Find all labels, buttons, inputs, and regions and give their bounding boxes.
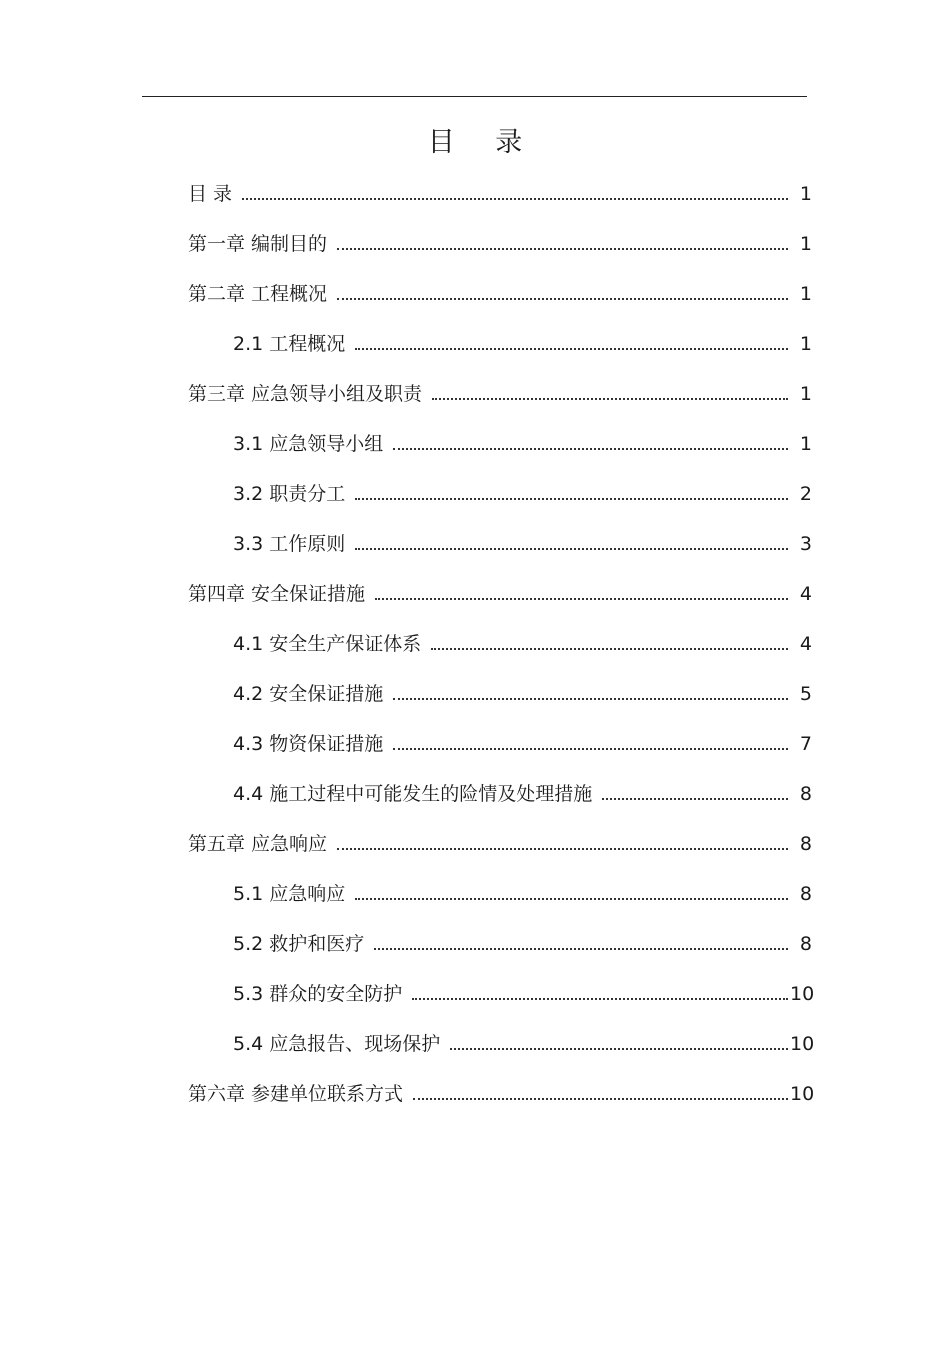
toc-entry-page-number: 7 bbox=[799, 733, 812, 755]
toc-dot-leader bbox=[431, 647, 788, 650]
toc-dot-leader bbox=[375, 597, 788, 600]
toc-entry[interactable] bbox=[188, 228, 812, 256]
toc-entry-title: 5.1 应急响应 bbox=[233, 883, 346, 905]
toc-dot-leader bbox=[355, 347, 788, 350]
toc-entry[interactable] bbox=[233, 928, 812, 956]
toc-dot-leader bbox=[412, 997, 788, 1000]
toc-entry[interactable] bbox=[233, 978, 815, 1006]
toc-dot-leader bbox=[374, 947, 788, 950]
toc-dot-leader bbox=[337, 297, 788, 300]
toc-entry[interactable] bbox=[233, 878, 812, 906]
toc-entry-title: 第五章 应急响应 bbox=[188, 833, 328, 855]
toc-dot-leader bbox=[355, 497, 788, 500]
toc-entry-title: 4.2 安全保证措施 bbox=[233, 683, 384, 705]
toc-entry-title: 5.2 救护和医疗 bbox=[233, 933, 365, 955]
toc-entry-title: 第一章 编制目的 bbox=[188, 233, 328, 255]
toc-dot-leader bbox=[242, 197, 788, 200]
toc-entry[interactable] bbox=[233, 428, 812, 456]
toc-entry[interactable] bbox=[233, 528, 812, 556]
toc-entry[interactable] bbox=[188, 578, 812, 606]
toc-entry-title: 第三章 应急领导小组及职责 bbox=[188, 383, 423, 405]
toc-entry-page-number: 1 bbox=[799, 233, 812, 255]
toc-entry-page-number: 8 bbox=[799, 783, 812, 805]
toc-entry-page-number: 1 bbox=[799, 333, 812, 355]
toc-dot-leader bbox=[450, 1047, 788, 1050]
toc-entry-page-number: 1 bbox=[799, 383, 812, 405]
toc-entry-title: 第四章 安全保证措施 bbox=[188, 583, 366, 605]
toc-entry-page-number: 8 bbox=[799, 933, 812, 955]
toc-entry-title: 4.3 物资保证措施 bbox=[233, 733, 384, 755]
toc-entry[interactable] bbox=[188, 1078, 815, 1106]
toc-dot-leader bbox=[602, 797, 788, 800]
toc-entry-title: 3.2 职责分工 bbox=[233, 483, 346, 505]
toc-dot-leader bbox=[393, 747, 788, 750]
toc-entry[interactable] bbox=[233, 1028, 815, 1056]
toc-entry-page-number: 8 bbox=[799, 833, 812, 855]
toc-dot-leader bbox=[393, 447, 788, 450]
toc-entry[interactable] bbox=[188, 278, 812, 306]
toc-entry[interactable] bbox=[233, 778, 812, 806]
toc-entry-title: 4.1 安全生产保证体系 bbox=[233, 633, 422, 655]
toc-dot-leader bbox=[432, 397, 788, 400]
toc-entry-title: 目 录 bbox=[188, 183, 233, 205]
toc-dot-leader bbox=[337, 247, 788, 250]
toc-entry-page-number: 4 bbox=[799, 633, 812, 655]
toc-entry-title: 4.4 施工过程中可能发生的险情及处理措施 bbox=[233, 783, 593, 805]
toc-entry[interactable] bbox=[188, 178, 812, 206]
toc-entry-page-number: 8 bbox=[799, 883, 812, 905]
toc-entry[interactable] bbox=[233, 478, 812, 506]
toc-entry-title: 第六章 参建单位联系方式 bbox=[188, 1083, 404, 1105]
toc-dot-leader bbox=[337, 847, 788, 850]
toc-entry[interactable] bbox=[233, 678, 812, 706]
toc-entry-page-number: 4 bbox=[799, 583, 812, 605]
toc-entry-page-number: 2 bbox=[799, 483, 812, 505]
toc-entry-page-number: 10 bbox=[790, 1083, 815, 1105]
toc-dot-leader bbox=[355, 897, 788, 900]
toc-entry[interactable] bbox=[233, 328, 812, 356]
toc-entry-page-number: 1 bbox=[799, 433, 812, 455]
toc-entry-page-number: 1 bbox=[799, 183, 812, 205]
toc-entry[interactable] bbox=[233, 628, 812, 656]
toc-entry[interactable] bbox=[233, 728, 812, 756]
toc-entry[interactable] bbox=[188, 378, 812, 406]
page-title: 目 录 bbox=[427, 127, 539, 158]
toc-entry-page-number: 3 bbox=[799, 533, 812, 555]
toc-entry-title: 3.1 应急领导小组 bbox=[233, 433, 384, 455]
toc-entry-title: 第二章 工程概况 bbox=[188, 283, 328, 305]
toc-entry-title: 5.4 应急报告、现场保护 bbox=[233, 1033, 441, 1055]
toc-entry-page-number: 5 bbox=[799, 683, 812, 705]
toc-entry-page-number: 1 bbox=[799, 283, 812, 305]
toc-entry-title: 5.3 群众的安全防护 bbox=[233, 983, 403, 1005]
toc-dot-leader bbox=[393, 697, 788, 700]
toc-dot-leader bbox=[413, 1097, 788, 1100]
toc-dot-leader bbox=[355, 547, 788, 550]
toc-entry-title: 3.3 工作原则 bbox=[233, 533, 346, 555]
toc-entry-page-number: 10 bbox=[790, 1033, 815, 1055]
toc-entry-page-number: 10 bbox=[790, 983, 815, 1005]
toc-entry-title: 2.1 工程概况 bbox=[233, 333, 346, 355]
toc-entry[interactable] bbox=[188, 828, 812, 856]
